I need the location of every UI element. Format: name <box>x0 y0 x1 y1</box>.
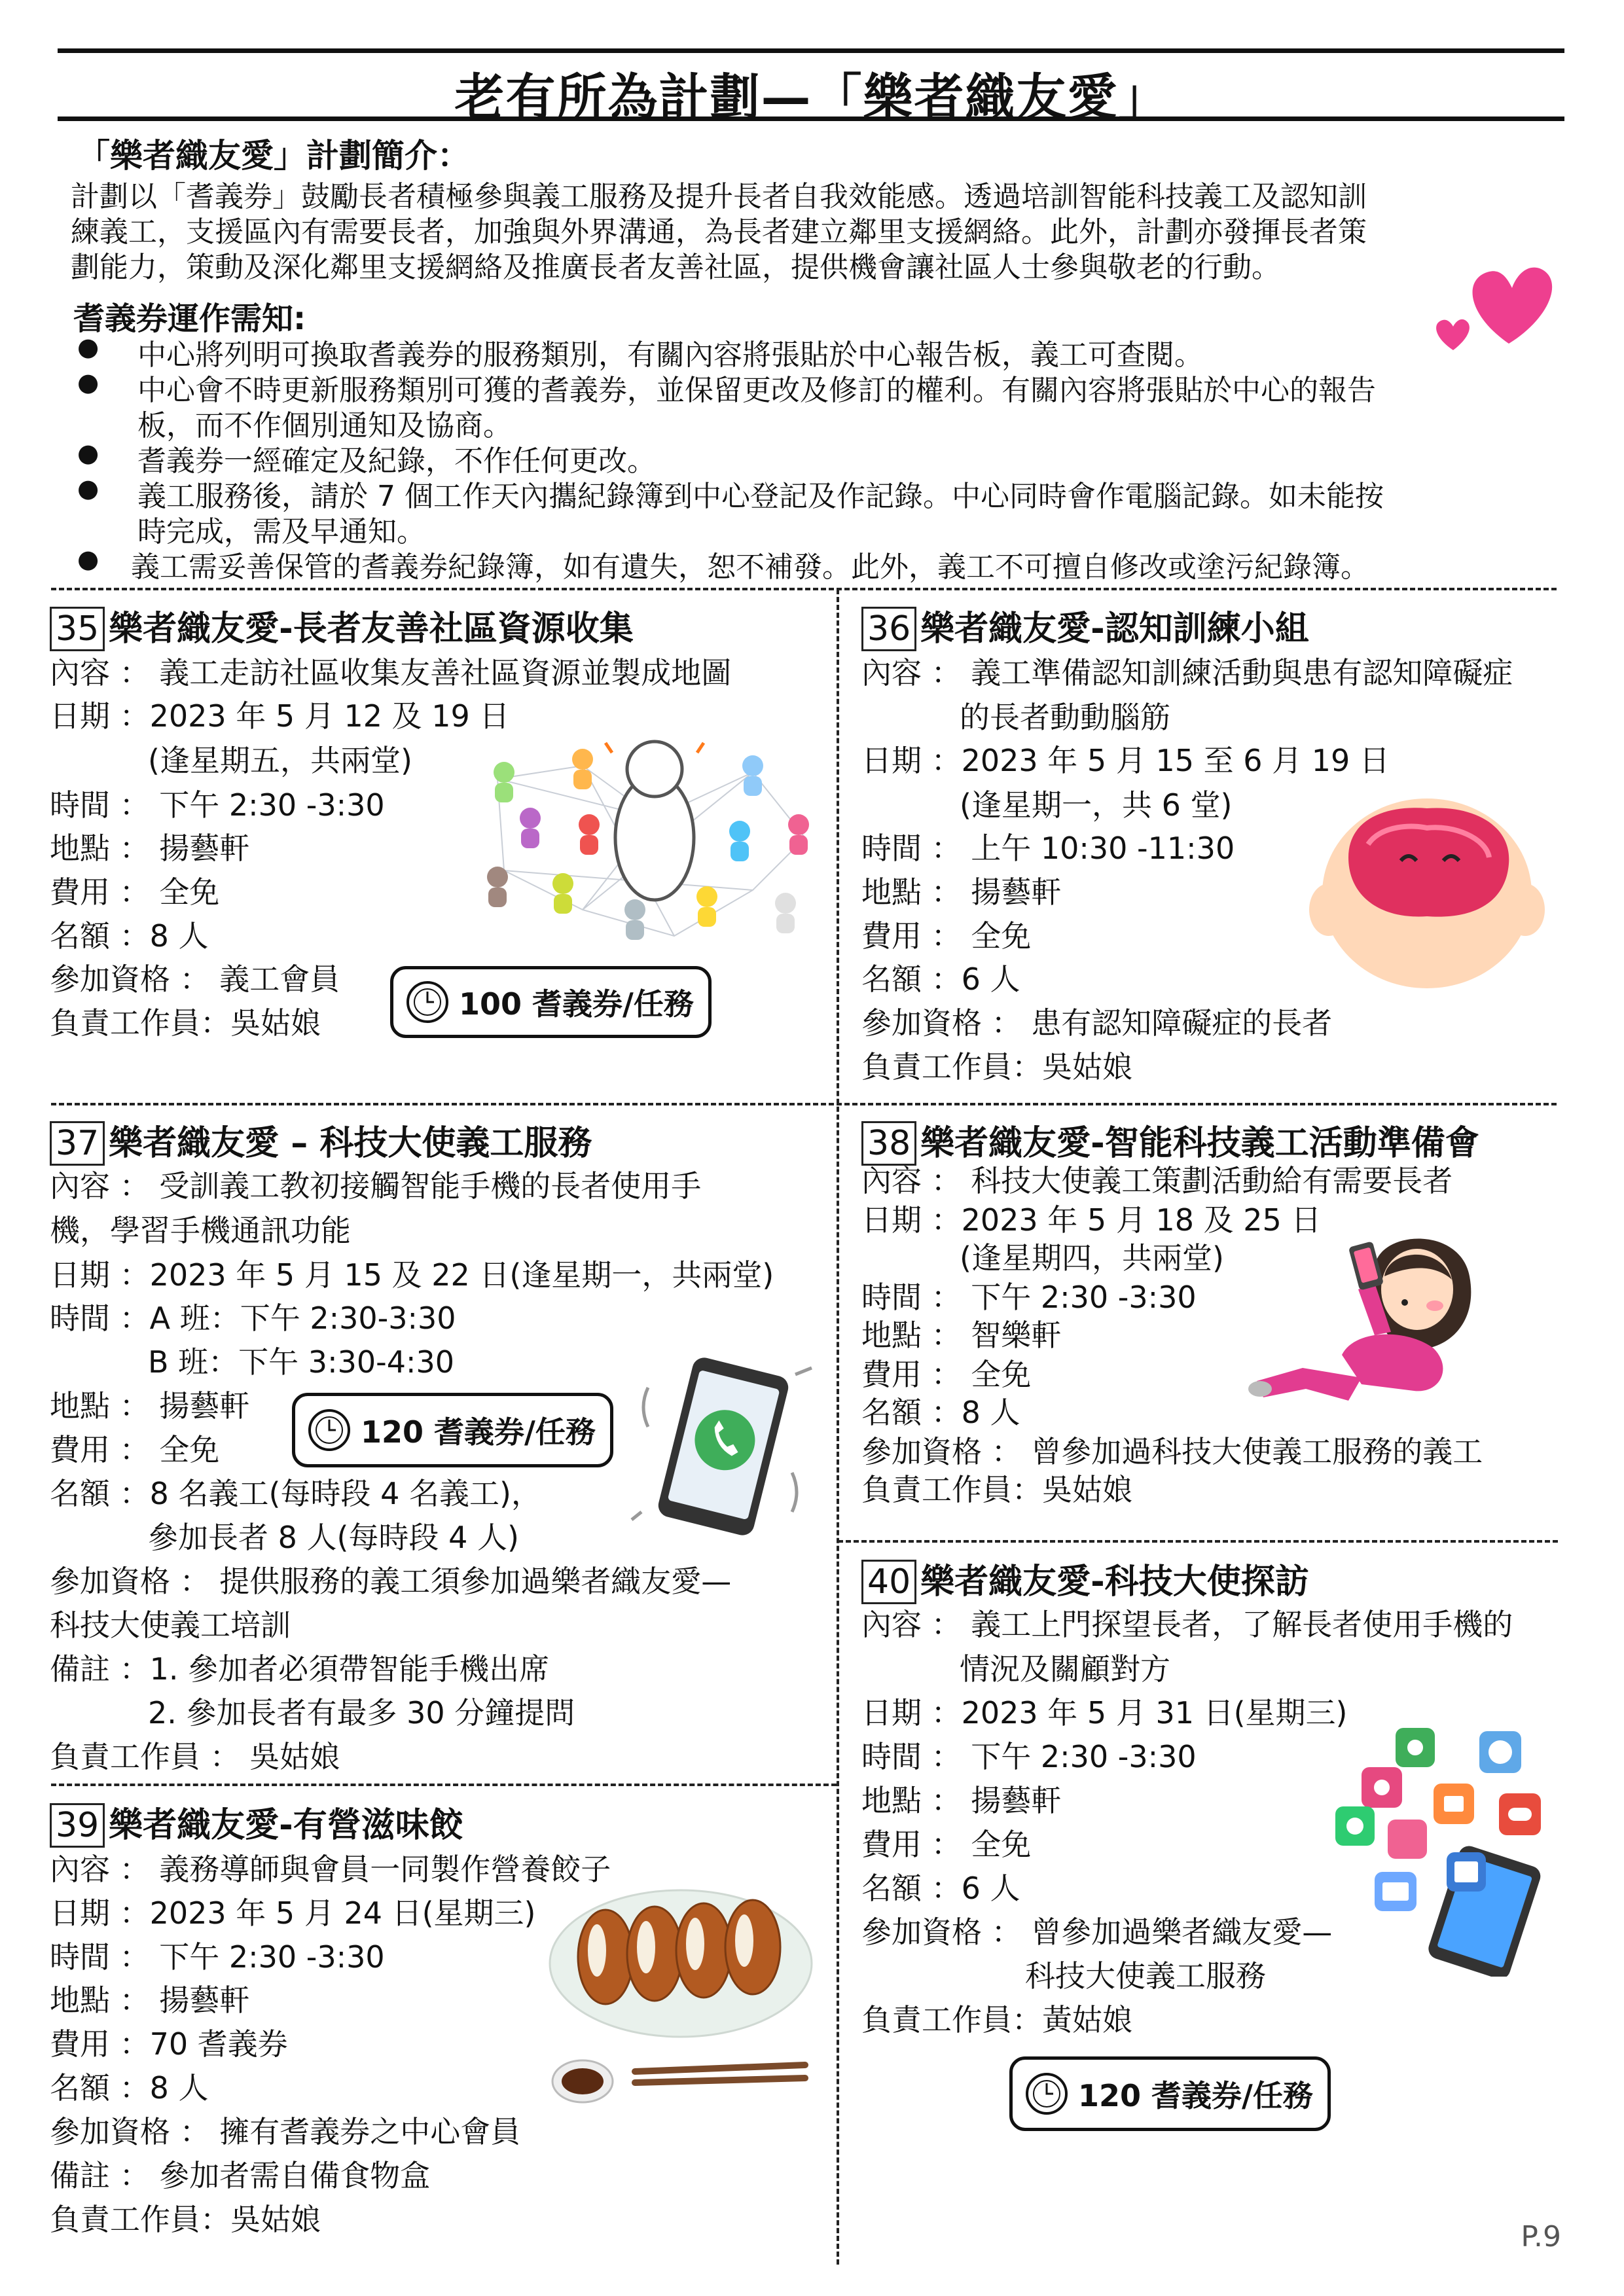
detail-row: 科技大使義工培訓 <box>50 1607 291 1643</box>
card-number: 36 <box>861 607 916 651</box>
detail-row: 參加長者 8 人(每時段 4 人) <box>148 1520 519 1555</box>
coupon-badge <box>390 966 712 1038</box>
detail-row: 負責工作員：吳姑娘 <box>861 1049 1132 1085</box>
detail-row: 內容 ： 義工上門探望長者，了解長者使用手機的 <box>861 1607 1513 1642</box>
detail-row: 地點 ： 揚藝軒 <box>50 1982 250 2018</box>
detail-row: B 班：下午 3:30-4:30 <box>148 1344 454 1380</box>
card-35-title <box>50 601 634 651</box>
detail-row: 負責工作員：吳姑娘 <box>50 1005 321 1041</box>
detail-row: 參加資格 ： 曾參加過科技大使義工服務的義工 <box>861 1434 1483 1469</box>
rule-item-continued: 時完成，需及早通知。 <box>137 515 425 548</box>
detail-row: 2. 參加長者有最多 30 分鐘提問 <box>148 1695 575 1731</box>
bullet-icon: ● <box>77 332 99 361</box>
card-title-text: 樂者織友愛-長者友善社區資源收集 <box>109 609 634 649</box>
detail-row: 名額 ：6 人 <box>861 1871 1020 1906</box>
detail-row: 費用 ： 全免 <box>861 1827 1032 1862</box>
detail-row: 內容 ： 科技大使義工策劃活動給有需要長者 <box>861 1163 1453 1198</box>
detail-row: 費用 ： 全免 <box>50 1432 220 1467</box>
card-title-text: 樂者織友愛-認知訓練小組 <box>920 609 1309 649</box>
clock-icon <box>306 1407 353 1454</box>
apps-phone-icon <box>1335 1728 1551 1977</box>
clock-icon <box>1023 2070 1070 2117</box>
intro-line: 劃能力，策動及深化鄰里支援網絡及推廣長者友善社區，提供機會讓社區人士參與敬老的行動。 <box>71 251 1280 284</box>
detail-row: 費用 ： 全免 <box>861 1357 1032 1392</box>
detail-row: 日期 ：2023 年 5 月 15 及 22 日(逢星期一，共兩堂) <box>50 1257 774 1293</box>
detail-row: 費用 ： 全免 <box>50 874 220 910</box>
page-title: 老有所為計劃—「樂者織友愛」 <box>454 68 1170 126</box>
detail-row: 地點 ： 揚藝軒 <box>50 1388 250 1424</box>
detail-row: 內容 ： 受訓義工教初接觸智能手機的長者使用手 <box>50 1168 702 1204</box>
detail-row: 時間 ： 下午 2:30 -3:30 <box>861 1280 1197 1315</box>
detail-row: 負責工作員：黃姑娘 <box>861 2002 1132 2037</box>
rule-item: 義工服務後，請於 7 個工作天內攜紀錄簿到中心登記及作記錄。中心同時會作電腦記錄。如未能按 <box>137 480 1384 513</box>
card-number: 38 <box>861 1121 916 1166</box>
card-number: 35 <box>50 607 105 651</box>
card-title-text: 樂者織友愛 – 科技大使義工服務 <box>109 1124 592 1163</box>
title-rule <box>58 117 1564 121</box>
detail-row: 參加資格 ： 患有認知障礙症的長者 <box>861 1005 1333 1041</box>
detail-row: 參加資格 ： 義工會員 <box>50 961 340 997</box>
detail-row: 科技大使義工服務 <box>1025 1958 1266 1994</box>
section-divider <box>51 1103 1557 1105</box>
rules-heading: 耆義券運作需知: <box>73 300 306 337</box>
detail-row: 機，學習手機通訊功能 <box>50 1213 351 1248</box>
detail-row: 時間 ： 下午 2:30 -3:30 <box>50 1939 385 1975</box>
card-37-title <box>50 1115 592 1166</box>
rule-item: 耆義券一經確定及紀錄，不作任何更改。 <box>137 444 656 478</box>
detail-row: 時間 ： 下午 2:30 -3:30 <box>50 787 385 823</box>
section-divider <box>51 1784 837 1786</box>
card-title-text: 樂者織友愛-智能科技義工活動準備會 <box>920 1124 1479 1163</box>
detail-row: 時間 ：A 班：下午 2:30-3:30 <box>50 1300 456 1336</box>
detail-row: (逢星期四，共兩堂) <box>960 1240 1224 1276</box>
woman-phone-icon <box>1244 1217 1506 1427</box>
rule-item-continued: 板，而不作個別通知及協商。 <box>137 409 512 442</box>
detail-row: 日期 ：2023 年 5 月 31 日(星期三) <box>861 1695 1348 1731</box>
detail-row: 參加資格 ： 提供服務的義工須參加過樂者織友愛— <box>50 1564 732 1599</box>
clock-icon <box>404 978 451 1026</box>
card-number: 37 <box>50 1121 105 1166</box>
detail-row: 負責工作員 ： 吳姑娘 <box>50 1739 340 1774</box>
detail-row: 日期 ：2023 年 5 月 24 日(星期三) <box>50 1895 536 1931</box>
detail-row: 內容 ： 義工準備認知訓練活動與患有認知障礙症 <box>861 655 1513 691</box>
detail-row: 負責工作員：吳姑娘 <box>861 1472 1132 1507</box>
detail-row: 的長者動動腦筋 <box>960 700 1170 735</box>
detail-row: 備註 ： 參加者需自備食物盒 <box>50 2158 431 2193</box>
detail-row: 日期 ：2023 年 5 月 15 至 6 月 19 日 <box>861 743 1390 778</box>
card-number: 40 <box>861 1560 916 1604</box>
coupon-badge <box>292 1393 613 1467</box>
detail-row: 費用 ： 全免 <box>861 918 1032 954</box>
card-title-text: 樂者織友愛-科技大使探訪 <box>920 1562 1309 1602</box>
detail-row: (逢星期一，共 6 堂) <box>960 787 1233 823</box>
rule-item: 中心將列明可換取耆義券的服務類別，有關內容將張貼於中心報告板，義工可查閱。 <box>137 338 1203 372</box>
badge-label: 120 耆義券/任務 <box>1078 2078 1313 2113</box>
detail-row: 名額 ：6 人 <box>861 961 1020 997</box>
phone-call-icon <box>628 1348 818 1545</box>
detail-row: 內容 ： 義工走訪社區收集友善社區資源並製成地圖 <box>50 655 732 691</box>
intro-line: 計劃以「耆義券」鼓勵長者積極參與義工服務及提升長者自我效能感。透過培訓智能科技義工及認知訓 <box>71 180 1367 213</box>
card-title-text: 樂者織友愛-有營滋味餃 <box>109 1806 463 1845</box>
card-number: 39 <box>50 1803 105 1848</box>
badge-label: 120 耆義券/任務 <box>361 1414 596 1450</box>
detail-row: 日期 ：2023 年 5 月 12 及 19 日 <box>50 698 510 734</box>
rule-item: 中心會不時更新服務類別可獲的耆義券，並保留更改及修訂的權利。有關內容將張貼於中心的報告 <box>137 374 1376 407</box>
card-40-title <box>861 1554 1309 1604</box>
detail-row: 名額 ：8 人 <box>861 1395 1020 1430</box>
bullet-icon: ● <box>77 545 99 573</box>
intro-line: 練義工，支援區內有需要長者，加強與外界溝通，為長者建立鄰里支援網絡。此外，計劃亦發揮長者策 <box>71 215 1367 249</box>
rule-item: 義工需妥善保管的耆義券紀錄簿，如有遺失，恕不補發。此外，義工不可擅自修改或塗污紀錄簿。 <box>131 550 1369 584</box>
page-number: P.9 <box>1521 2220 1561 2253</box>
section-divider <box>838 1540 1558 1543</box>
detail-row: 名額 ：8 名義工(每時段 4 名義工)， <box>50 1476 541 1511</box>
bullet-icon: ● <box>77 368 99 397</box>
dumplings-icon <box>543 1885 818 2121</box>
detail-row: 內容 ： 義務導師與會員一同製作營養餃子 <box>50 1852 611 1887</box>
section-divider <box>51 588 1557 590</box>
detail-row: (逢星期五，共兩堂) <box>148 743 412 778</box>
network-people-icon <box>478 740 818 962</box>
detail-row: 負責工作員：吳姑娘 <box>50 2202 321 2237</box>
detail-row: 參加資格 ： 擁有耆義券之中心會員 <box>50 2114 521 2149</box>
intro-heading: 「樂者織友愛」計劃簡介： <box>77 137 470 175</box>
column-divider <box>837 589 839 2265</box>
coupon-badge <box>1009 2056 1331 2131</box>
detail-row: 地點 ： 揚藝軒 <box>50 831 250 866</box>
detail-row: 日期 ：2023 年 5 月 18 及 25 日 <box>861 1202 1322 1238</box>
top-rule <box>58 48 1564 53</box>
detail-row: 地點 ： 揚藝軒 <box>861 874 1062 910</box>
badge-label: 100 耆義券/任務 <box>459 986 694 1022</box>
card-36-title <box>861 601 1309 651</box>
detail-row: 費用 ：70 耆義券 <box>50 2026 288 2062</box>
bullet-icon: ● <box>77 439 99 467</box>
detail-row: 名額 ：8 人 <box>50 2070 209 2106</box>
detail-row: 參加資格 ： 曾參加過樂者織友愛— <box>861 1914 1333 1950</box>
hearts-icon <box>1427 252 1558 357</box>
detail-row: 備註 ：1. 參加者必須帶智能手機出席 <box>50 1651 550 1687</box>
detail-row: 時間 ： 上午 10:30 -11:30 <box>861 831 1235 866</box>
brain-icon <box>1303 779 1551 995</box>
detail-row: 地點 ： 揚藝軒 <box>861 1783 1062 1818</box>
detail-row: 時間 ： 下午 2:30 -3:30 <box>861 1739 1197 1774</box>
detail-row: 情況及關顧對方 <box>960 1651 1170 1687</box>
card-39-title <box>50 1797 463 1848</box>
detail-row: 地點 ： 智樂軒 <box>861 1318 1062 1353</box>
card-38-title <box>861 1115 1479 1166</box>
bullet-icon: ● <box>77 474 99 503</box>
detail-row: 名額 ：8 人 <box>50 918 209 954</box>
